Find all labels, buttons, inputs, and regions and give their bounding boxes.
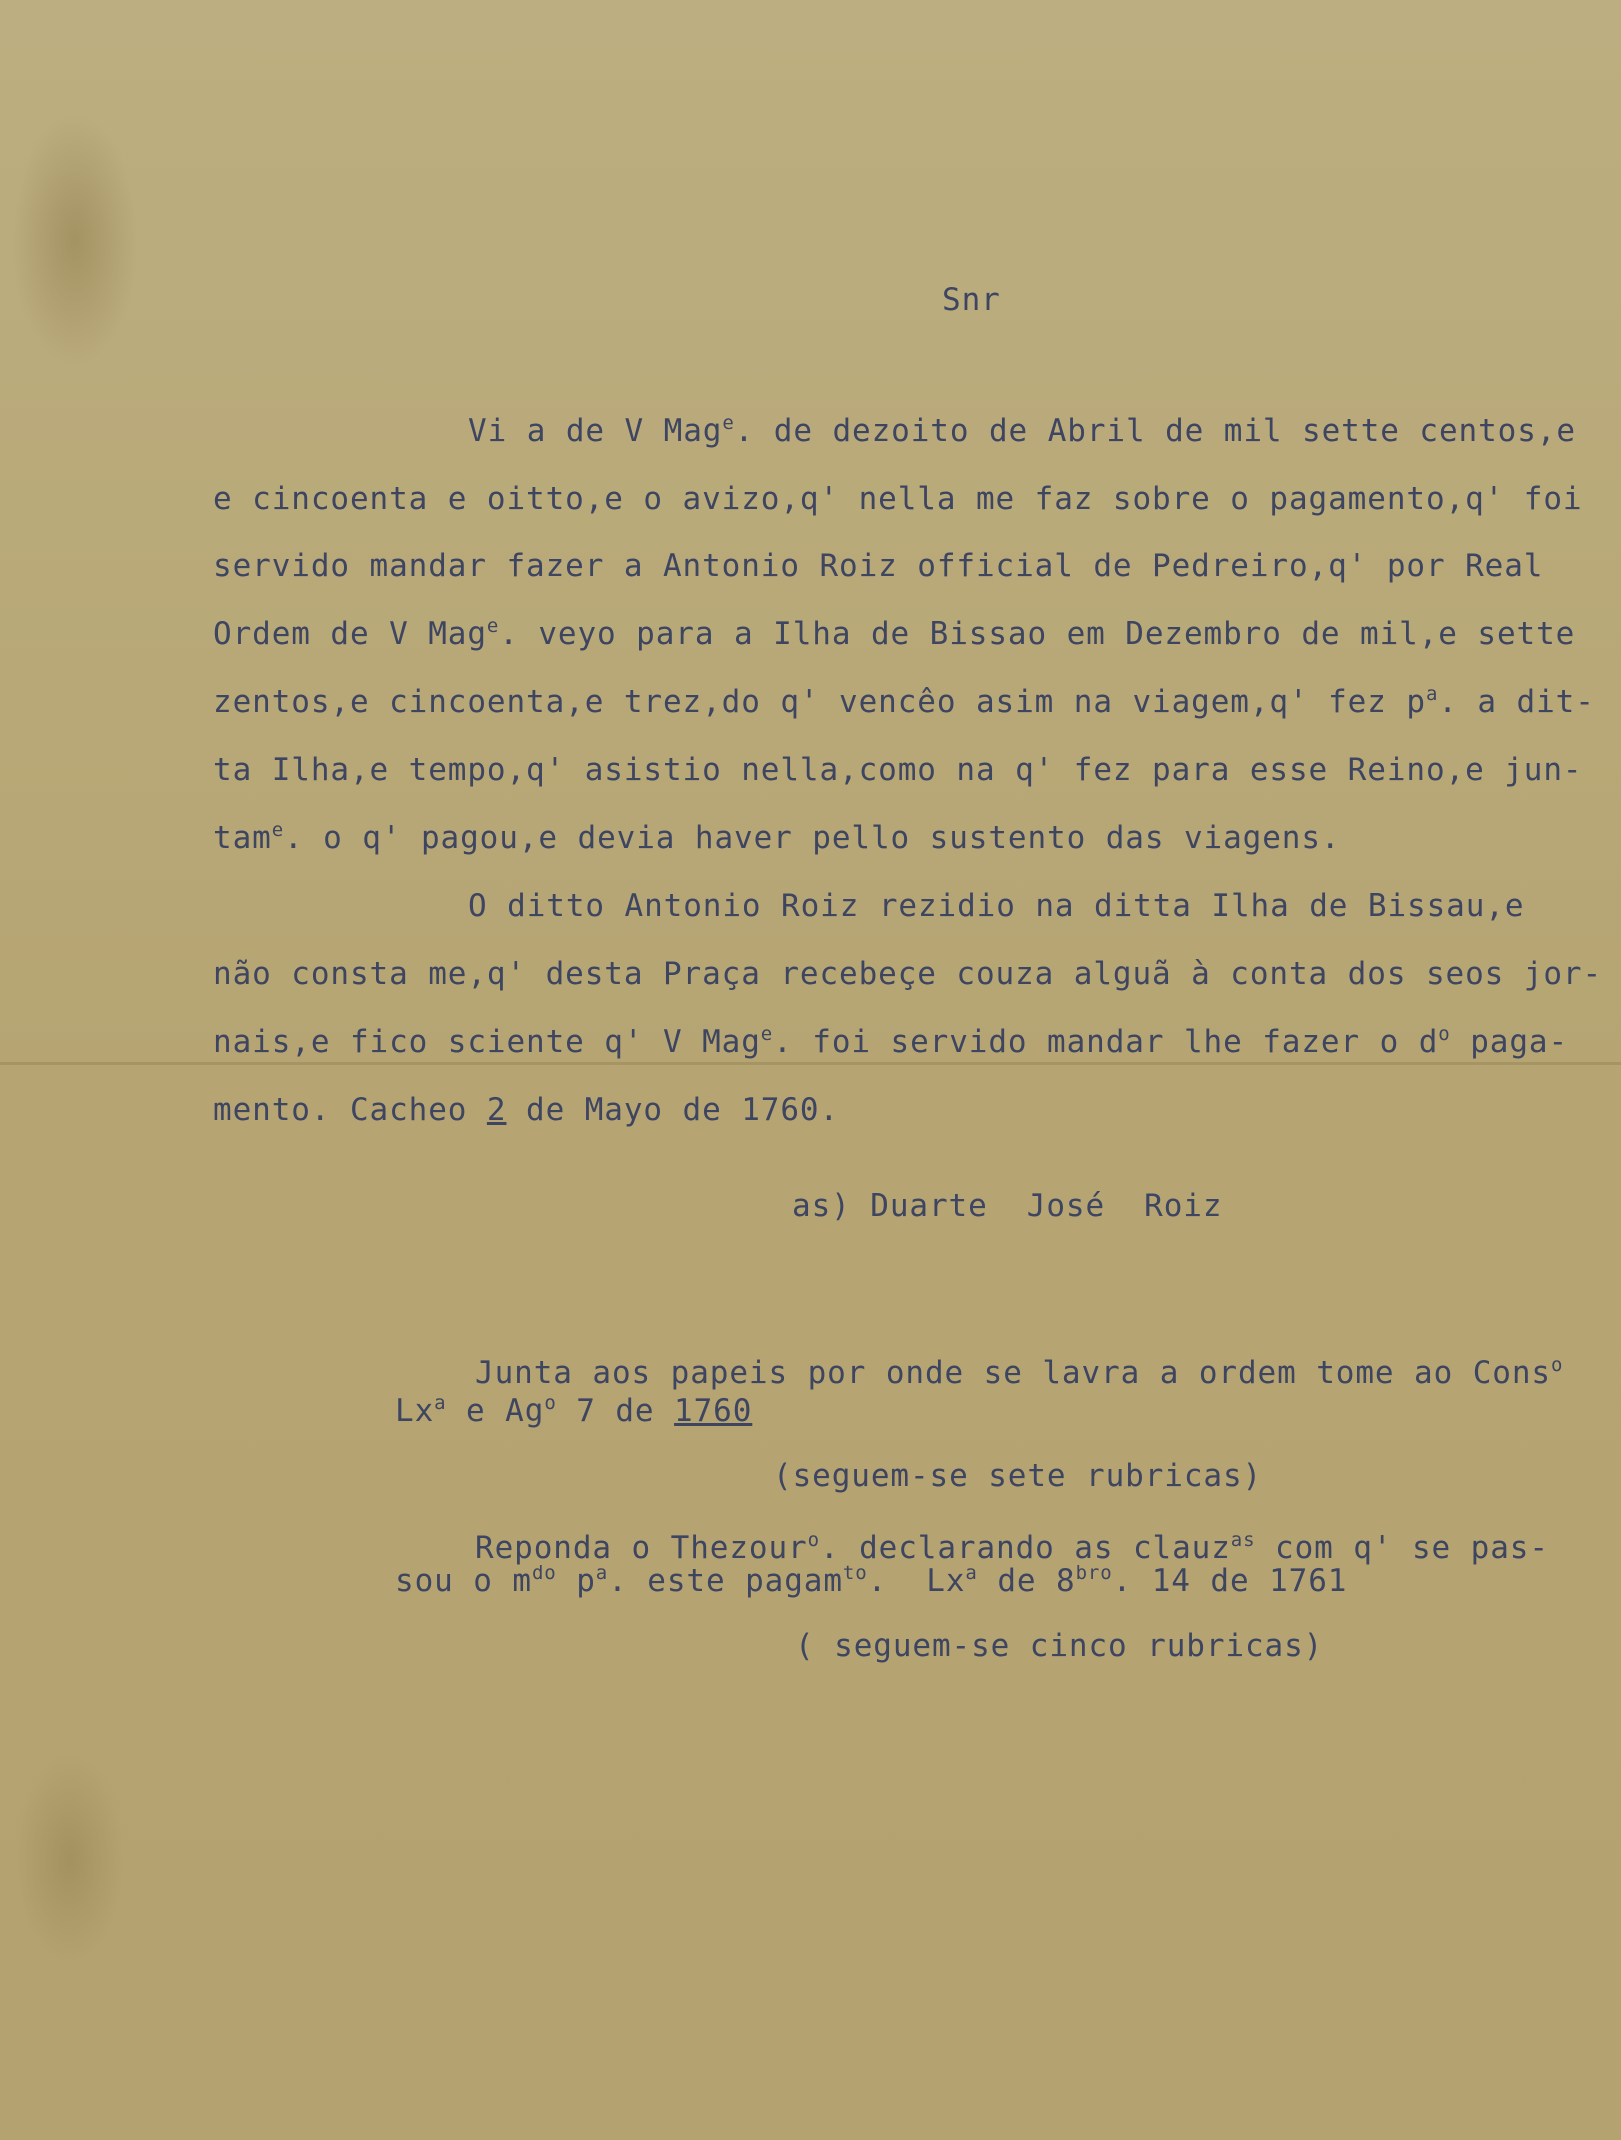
letter-line-6: ta Ilha,e tempo,q' asistio nella,como na q' fez para esse Reino,e jun- xyxy=(213,752,1583,788)
annotation2-line-1: Reponda o Thezour$^o$. declarando as clauz$^{as}$ com q' se pas- xyxy=(475,1529,1549,1566)
letter-line-2: e cincoenta e oitto,e o avizo,q' nella me faz sobre o pagamento,q' foi xyxy=(213,481,1583,517)
signature: as) Duarte José Roiz xyxy=(792,1188,1223,1224)
letter-line-8: O ditto Antonio Roiz rezidio na ditta Ilha de Bissau,e xyxy=(468,888,1525,924)
letter-line-10: nais,e fico sciente q' V Mag$^e$. foi servido mandar lhe fazer o $d^o$ paga- xyxy=(213,1023,1569,1060)
letter-line-5: zentos,e cincoenta,e trez,do q' vencêo asim na viagem,q' fez $p^a$. a dit- xyxy=(213,683,1595,720)
letter-line-1: Vi a de V Mag$^e$. de dezoito de Abril de mil sette centos,e xyxy=(468,412,1576,449)
annotation2-line-2: sou o $m^{do}$ $p^a$. este pagam$^{to}$. Lx$^a$ de $8^{bro}$. 14 de 1761 xyxy=(395,1562,1348,1599)
salutation: Snr xyxy=(942,282,1001,318)
annotation2-rubricas: ( seguem-se cinco rubricas) xyxy=(795,1628,1324,1664)
letter-line-4: Ordem de V Mag$^e$. veyo para a Ilha de Bissao em Dezembro de mil,e sette xyxy=(213,615,1576,652)
letter-line-7: tam$^e$. o q' pagou,e devia haver pello sustento das viagens. xyxy=(213,819,1341,856)
letter-line-11: mento. Cacheo 2 de Mayo de 1760. xyxy=(213,1092,840,1128)
annotation1-rubricas: (seguem-se sete rubricas) xyxy=(773,1458,1263,1494)
annotation1-line-1: Junta aos papeis por onde se lavra a ordem tome ao Cons$^o$ xyxy=(475,1354,1564,1391)
letter-line-3: servido mandar fazer a Antonio Roiz official de Pedreiro,q' por Real xyxy=(213,548,1544,584)
annotation1-line-2: Lx$^a$ e Ag$^o$ 7 de 1760 xyxy=(395,1392,753,1429)
letter-line-9: não consta me,q' desta Praça recebeçe couza alguã à conta dos seos jor- xyxy=(213,956,1603,992)
